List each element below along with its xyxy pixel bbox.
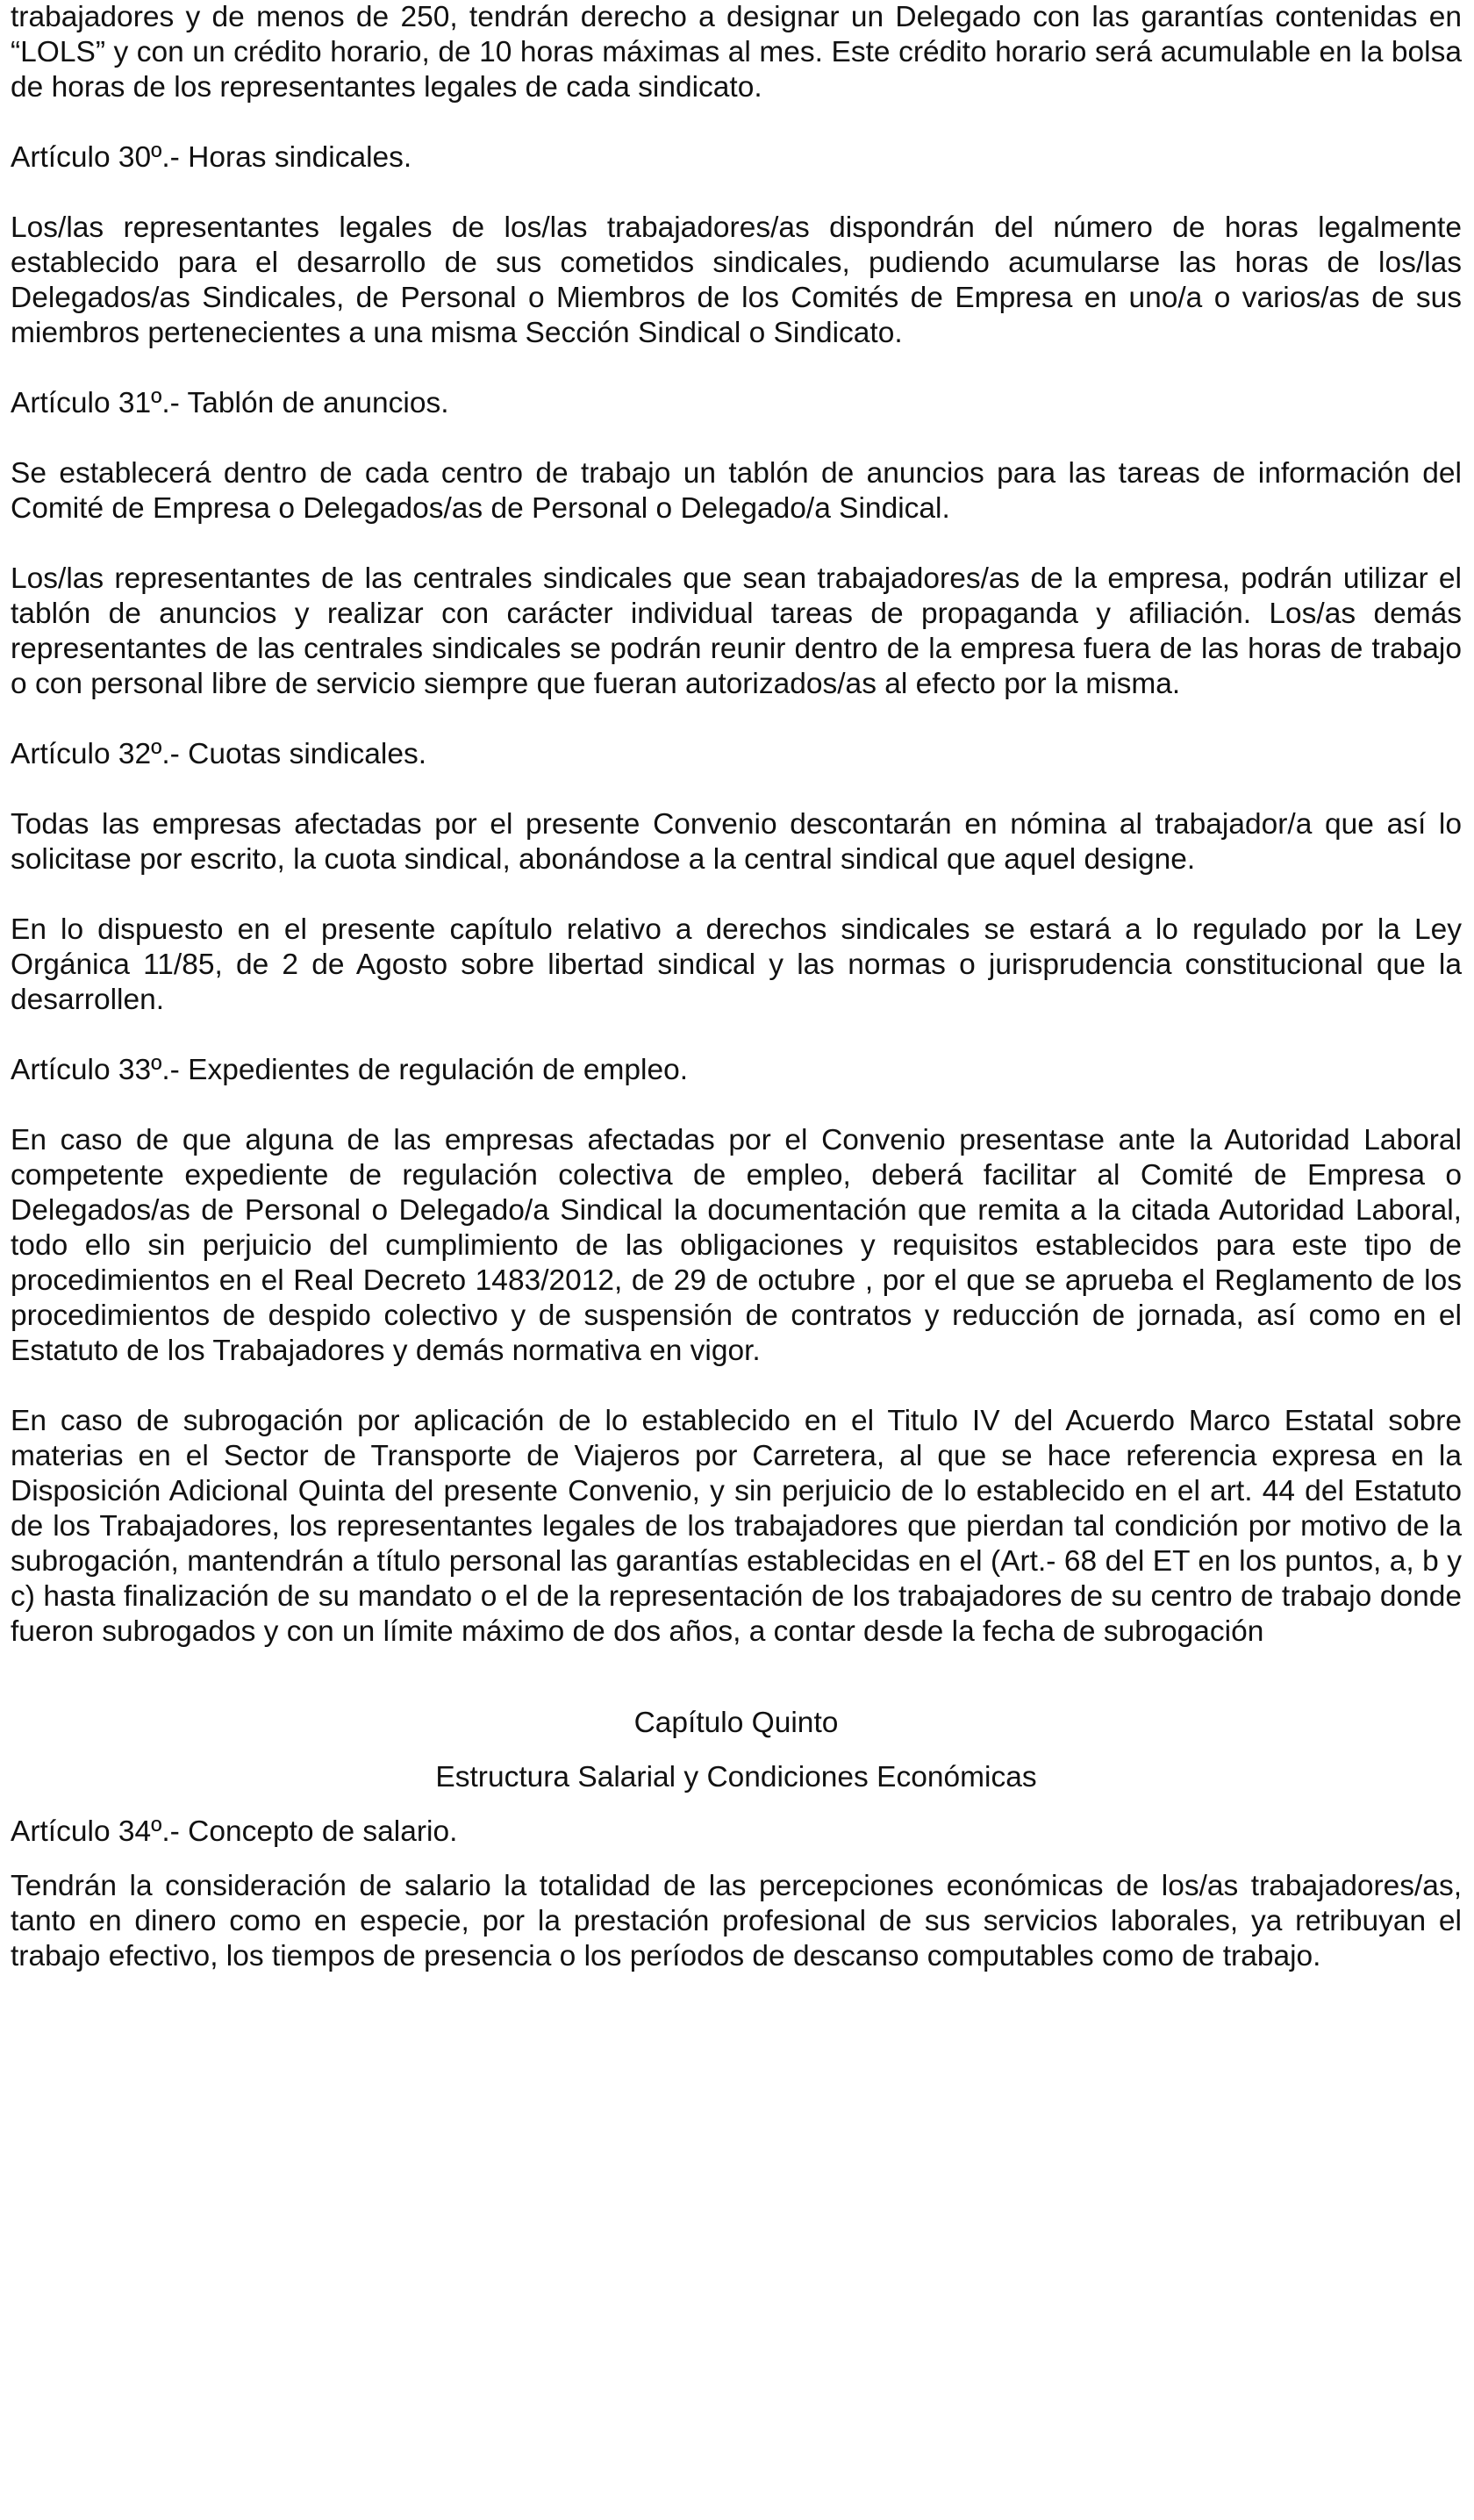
document-page: [11, 0, 1462, 2009]
paragraph-employment-regulation: En caso de que alguna de las empresas afectadas por el Convenio presentase ante la Autoridad Laboral competente expediente de regulación colectiva de empleo, deberá facilitar al Comité de Empresa o Delegados/as de Personal o Delegado/a Sindical la documentación que remita a la citada Autoridad Laboral, todo ello sin perjuicio del cumplimiento de las obligaciones y requisitos establecidos para este tipo de procedimientos en el Real Decreto 1483/2012, de 29 de octubre , por el que se aprueba el Reglamento de los procedimientos de despido colectivo y de suspensión de contratos y reducción de jornada, así como en el Estatuto de los Trabajadores y demás normativa en vigor.: [11, 1124, 1462, 1367]
paragraph-union-representatives: Los/las representantes de las centrales sindicales que sean trabajadores/as de la empresa, podrán utilizar el tablón de anuncios y realizar con carácter individual tareas de propaganda y afiliación. Los/as demás representantes de las centrales sindicales se podrán reunir dentro de la empresa fuera de las horas de trabajo o con personal libre de servicio siempre que fueran autorizados/as al efecto por la misma.: [11, 562, 1462, 700]
paragraph-salary-concept: Tendrán la consideración de salario la totalidad de las percepciones económicas de los/as trabajadores/as, tanto en dinero como en especie, por la prestación profesional de sus servicios laborales, ya retribuyan el trabajo efectivo, los tiempos de presencia o los períodos de descanso computables como de trabajo.: [11, 1870, 1462, 1972]
chapter-title: Capítulo Quinto: [633, 1707, 839, 1739]
paragraph-union-dues: Todas las empresas afectadas por el presente Convenio descontarán en nómina al trabajador/a que así lo solicitase por escrito, la cuota sindical, abonándose a la central sindical que aquel designe.: [11, 808, 1462, 876]
paragraph-organic-law: En lo dispuesto en el presente capítulo relativo a derechos sindicales se estará a lo regulado por la Ley Orgánica 11/85, de 2 de Agosto sobre libertad sindical y las normas o jurisprudencia constitucional que la desarrollen.: [11, 913, 1462, 1016]
article-33-heading: Artículo 33º.- Expedientes de regulación de empleo.: [11, 1054, 689, 1086]
chapter-subtitle: Estructura Salarial y Condiciones Económicas: [435, 1761, 1037, 1793]
article-30-heading: Artículo 30º.- Horas sindicales.: [11, 141, 412, 174]
paragraph-union-hours: Los/las representantes legales de los/las trabajadores/as dispondrán del número de horas legalmente establecido para el desarrollo de sus cometidos sindicales, pudiendo acumularse las horas de los/las Delegados/as Sindicales, de Personal o Miembros de los Comités de Empresa en uno/a o varios/as de sus miembros pertenecientes a una misma Sección Sindical o Sindicato.: [11, 211, 1462, 349]
paragraph-lols-delegate: trabajadores y de menos de 250, tendrán derecho a designar un Delegado con las garantías contenidas en “LOLS” y con un crédito horario, de 10 horas máximas al mes. Este crédito horario será acumulable en la bolsa de horas de los representantes legales de cada sindicato.: [11, 1, 1462, 104]
article-31-heading: Artículo 31º.- Tablón de anuncios.: [11, 387, 449, 419]
paragraph-notice-board: Se establecerá dentro de cada centro de trabajo un tablón de anuncios para las tareas de información del Comité de Empresa o Delegados/as de Personal o Delegado/a Sindical.: [11, 457, 1462, 525]
article-34-heading: Artículo 34º.- Concepto de salario.: [11, 1815, 458, 1848]
paragraph-subrogation: En caso de subrogación por aplicación de lo establecido en el Titulo IV del Acuerdo Marco Estatal sobre materias en el Sector de Transporte de Viajeros por Carretera, al que se hace referencia expresa en la Disposición Adicional Quinta del presente Convenio, y sin perjuicio de lo establecido en el art. 44 del Estatuto de los Trabajadores, los representantes legales de los trabajadores que pierdan tal condición por motivo de la subrogación, mantendrán a título personal las garantías establecidas en el (Art.- 68 del ET en los puntos, a, b y c) hasta finalización de su mandato o el de la representación de los trabajadores de su centro de trabajo donde fueron subrogados y con un límite máximo de dos años, a contar desde la fecha de subrogación: [11, 1405, 1462, 1648]
article-32-heading: Artículo 32º.- Cuotas sindicales.: [11, 738, 427, 770]
